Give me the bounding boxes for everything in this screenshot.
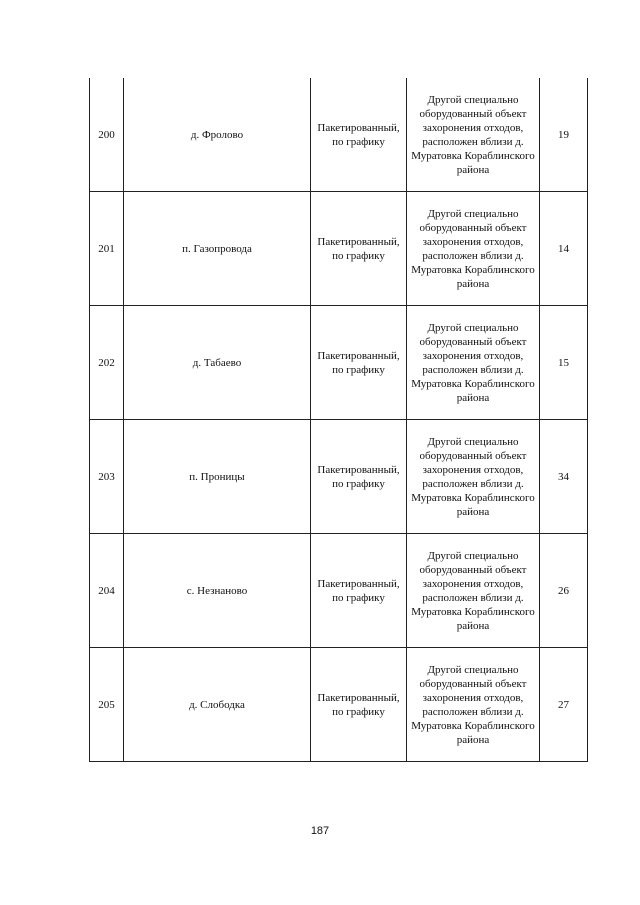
table-row: [90, 192, 588, 306]
count-cell: 15: [540, 306, 588, 420]
location-cell: д. Фролово: [124, 78, 311, 192]
collection-type-cell: Пакетированный, по графику: [311, 78, 407, 192]
destination-cell: Другой специально оборудованный объект захоронения отходов, расположен вблизи д. Муратовка Кораблинского района: [407, 192, 540, 306]
row-number-cell: 202: [90, 306, 124, 420]
destination-cell: Другой специально оборудованный объект захоронения отходов, расположен вблизи д. Муратовка Кораблинского района: [407, 420, 540, 534]
count-cell: 14: [540, 192, 588, 306]
table-row: [90, 78, 588, 192]
location-cell: с. Незнаново: [124, 534, 311, 648]
table-row: [90, 306, 588, 420]
row-number-cell: 203: [90, 420, 124, 534]
destination-cell: Другой специально оборудованный объект захоронения отходов, расположен вблизи д. Муратовка Кораблинского района: [407, 306, 540, 420]
page-number: 187: [310, 825, 330, 837]
row-number-cell: 200: [90, 78, 124, 192]
destination-cell: Другой специально оборудованный объект захоронения отходов, расположен вблизи д. Муратовка Кораблинского района: [407, 78, 540, 192]
table-row: [90, 648, 588, 762]
row-number-cell: 204: [90, 534, 124, 648]
count-cell: 19: [540, 78, 588, 192]
collection-type-cell: Пакетированный, по графику: [311, 420, 407, 534]
count-cell: 27: [540, 648, 588, 762]
location-cell: п. Проницы: [124, 420, 311, 534]
collection-type-cell: Пакетированный, по графику: [311, 192, 407, 306]
row-number-cell: 201: [90, 192, 124, 306]
destination-cell: Другой специально оборудованный объект захоронения отходов, расположен вблизи д. Муратовка Кораблинского района: [407, 534, 540, 648]
table-row: [90, 534, 588, 648]
collection-type-cell: Пакетированный, по графику: [311, 306, 407, 420]
count-cell: 34: [540, 420, 588, 534]
table-row: [90, 420, 588, 534]
waste-sites-table: [89, 78, 588, 762]
collection-type-cell: Пакетированный, по графику: [311, 534, 407, 648]
row-number-cell: 205: [90, 648, 124, 762]
destination-cell: Другой специально оборудованный объект захоронения отходов, расположен вблизи д. Муратовка Кораблинского района: [407, 648, 540, 762]
location-cell: д. Слободка: [124, 648, 311, 762]
collection-type-cell: Пакетированный, по графику: [311, 648, 407, 762]
location-cell: п. Газопровода: [124, 192, 311, 306]
location-cell: д. Табаево: [124, 306, 311, 420]
count-cell: 26: [540, 534, 588, 648]
